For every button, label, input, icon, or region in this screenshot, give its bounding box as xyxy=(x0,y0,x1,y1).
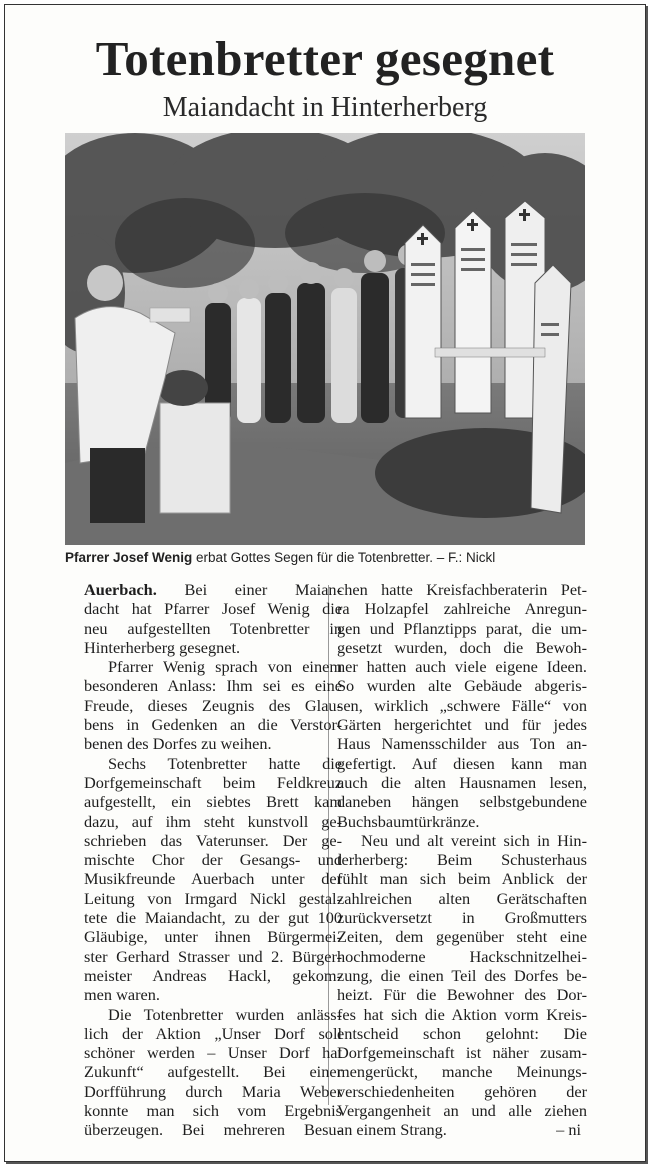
article-line: gesetzt wurden, doch die Bewoh- xyxy=(337,637,587,657)
article-line: So wurden alte Gebäude abgeris- xyxy=(337,676,587,696)
article-line: Die Totenbretter wurden anläss- xyxy=(108,1004,342,1024)
article-line: bens in Gedenken an die Verstor- xyxy=(84,715,342,735)
article-line: Gärten hergerichtet und für jedes xyxy=(337,715,587,735)
article-line xyxy=(337,1120,587,1139)
article-line: Freude, dieses Zeugnis des Glau- xyxy=(84,695,342,715)
article-line: schrieben das Vaterunser. Der ge- xyxy=(84,830,342,850)
article-line: Haus Namensschilder aus Ton an- xyxy=(337,734,587,754)
article-line-text: an einem Strang. xyxy=(337,1120,447,1140)
article-line: Leitung von Irmgard Nickl gestal- xyxy=(84,888,342,908)
article-line: Dorfgemeinschaft beim Feldkreuz xyxy=(84,772,342,792)
article-line: fühlt man sich beim Anblick der xyxy=(337,869,587,889)
author-signature: – ni xyxy=(556,1120,581,1140)
article-line: Pfarrer Wenig sprach von einem xyxy=(108,657,342,677)
dateline: Auerbach. xyxy=(84,580,157,599)
headline: Totenbretter gesegnet xyxy=(95,31,555,86)
article-line: Musikfreunde Auerbach unter der xyxy=(84,869,342,889)
article-line: mengerückt, manche Meinungs- xyxy=(337,1062,587,1082)
article-line: ner hatten auch viele eigene Ideen. xyxy=(337,657,587,677)
article-line: neu aufgestellten Totenbretter in xyxy=(84,618,342,638)
article-line xyxy=(84,580,342,599)
article-line: dacht hat Pfarrer Josef Wenig die xyxy=(84,599,342,619)
article-line: überzeugen. Bei mehreren Besu- xyxy=(84,1120,342,1140)
caption-name: Pfarrer Josef Wenig xyxy=(65,550,193,565)
article-line: Sechs Totenbretter hatte die xyxy=(108,753,342,773)
article-line: lich der Aktion „Unser Dorf soll xyxy=(84,1023,342,1043)
article-line: benen des Dorfes zu weihen. xyxy=(84,734,272,754)
article-column-left xyxy=(84,580,342,1140)
article-line: konnte man sich vom Ergebnis xyxy=(84,1101,342,1121)
article-line: aufgestellt, ein siebtes Brett kam xyxy=(84,792,342,812)
subheadline: Maiandacht in Hinterherberg xyxy=(162,92,488,123)
article-line: entscheid schon gelohnt: Die xyxy=(337,1023,587,1043)
article-line: ra Holzapfel zahlreiche Anregun- xyxy=(337,599,587,619)
article-line: zahlreichen alten Gerätschaften xyxy=(337,888,587,908)
article-line: chen hatte Kreisfachberaterin Pet- xyxy=(337,580,587,599)
article-line-text: Bei einer Maian- xyxy=(156,580,342,599)
photo-caption xyxy=(65,550,585,565)
article-line: gefertigt. Auf diesen kann man xyxy=(337,753,587,773)
article-line: verschiedenheiten gehören der xyxy=(337,1081,587,1101)
article-photo xyxy=(65,133,585,545)
article-line: gen und Pflanztipps parat, die um- xyxy=(337,618,587,638)
article-line: hochmoderne Hackschnitzelhei- xyxy=(337,946,587,966)
article-line: Zukunft“ aufgestellt. Bei einer xyxy=(84,1062,342,1082)
article-line: Dorfgemeinschaft ist näher zusam- xyxy=(337,1043,587,1063)
article-line: dazu, auf ihm steht kunstvoll ge- xyxy=(84,811,342,831)
memorial-boards-photo-icon xyxy=(65,133,585,545)
article-line: Vergangenheit an und alle ziehen xyxy=(337,1101,587,1121)
article-column-right xyxy=(337,580,587,1140)
article-line: heizt. Für die Bewohner des Dor- xyxy=(337,985,587,1005)
article-line: meister Andreas Hackl, gekom- xyxy=(84,965,342,985)
article-line: zung, die einen Teil des Dorfes be- xyxy=(337,965,587,985)
article-line: zurückversetzt in Großmutters xyxy=(337,908,587,928)
article-line: Gläubige, unter ihnen Bürgermei- xyxy=(84,927,342,947)
article-line: fes hat sich die Aktion vorm Kreis- xyxy=(337,1004,587,1024)
article-line: daneben hängen selbstgebundene xyxy=(337,792,587,812)
article-line: Zeiten, dem gegenüber steht eine xyxy=(337,927,587,947)
article-line: Hinterherberg gesegnet. xyxy=(84,637,241,657)
article-line: besonderen Anlass: Ihm sei es eine xyxy=(84,676,342,696)
article-line: auch die alten Hausnamen lesen, xyxy=(337,772,587,792)
article-line: sen, wirklich „schwere Fälle“ von xyxy=(337,695,587,715)
article-line: schöner werden – Unser Dorf hat xyxy=(84,1043,342,1063)
article-line: mischte Chor der Gesangs- und xyxy=(84,850,342,870)
article-line: terherberg: Beim Schusterhaus xyxy=(337,850,587,870)
article-line: Neu und alt vereint sich in Hin- xyxy=(361,830,587,850)
caption-credit: – F.: Nickl xyxy=(436,550,496,565)
article-line: men waren. xyxy=(84,985,160,1005)
caption-text: erbat Gottes Segen für die Totenbretter. xyxy=(192,550,433,565)
article-line: Dorfführung durch Maria Weber xyxy=(84,1081,342,1101)
article-line: Buchsbaumtürkränze. xyxy=(337,811,480,831)
article-line: tete die Maiandacht, zu der gut 100 xyxy=(84,908,342,928)
article-line: ster Gerhard Strasser und 2. Bürger- xyxy=(84,946,342,966)
